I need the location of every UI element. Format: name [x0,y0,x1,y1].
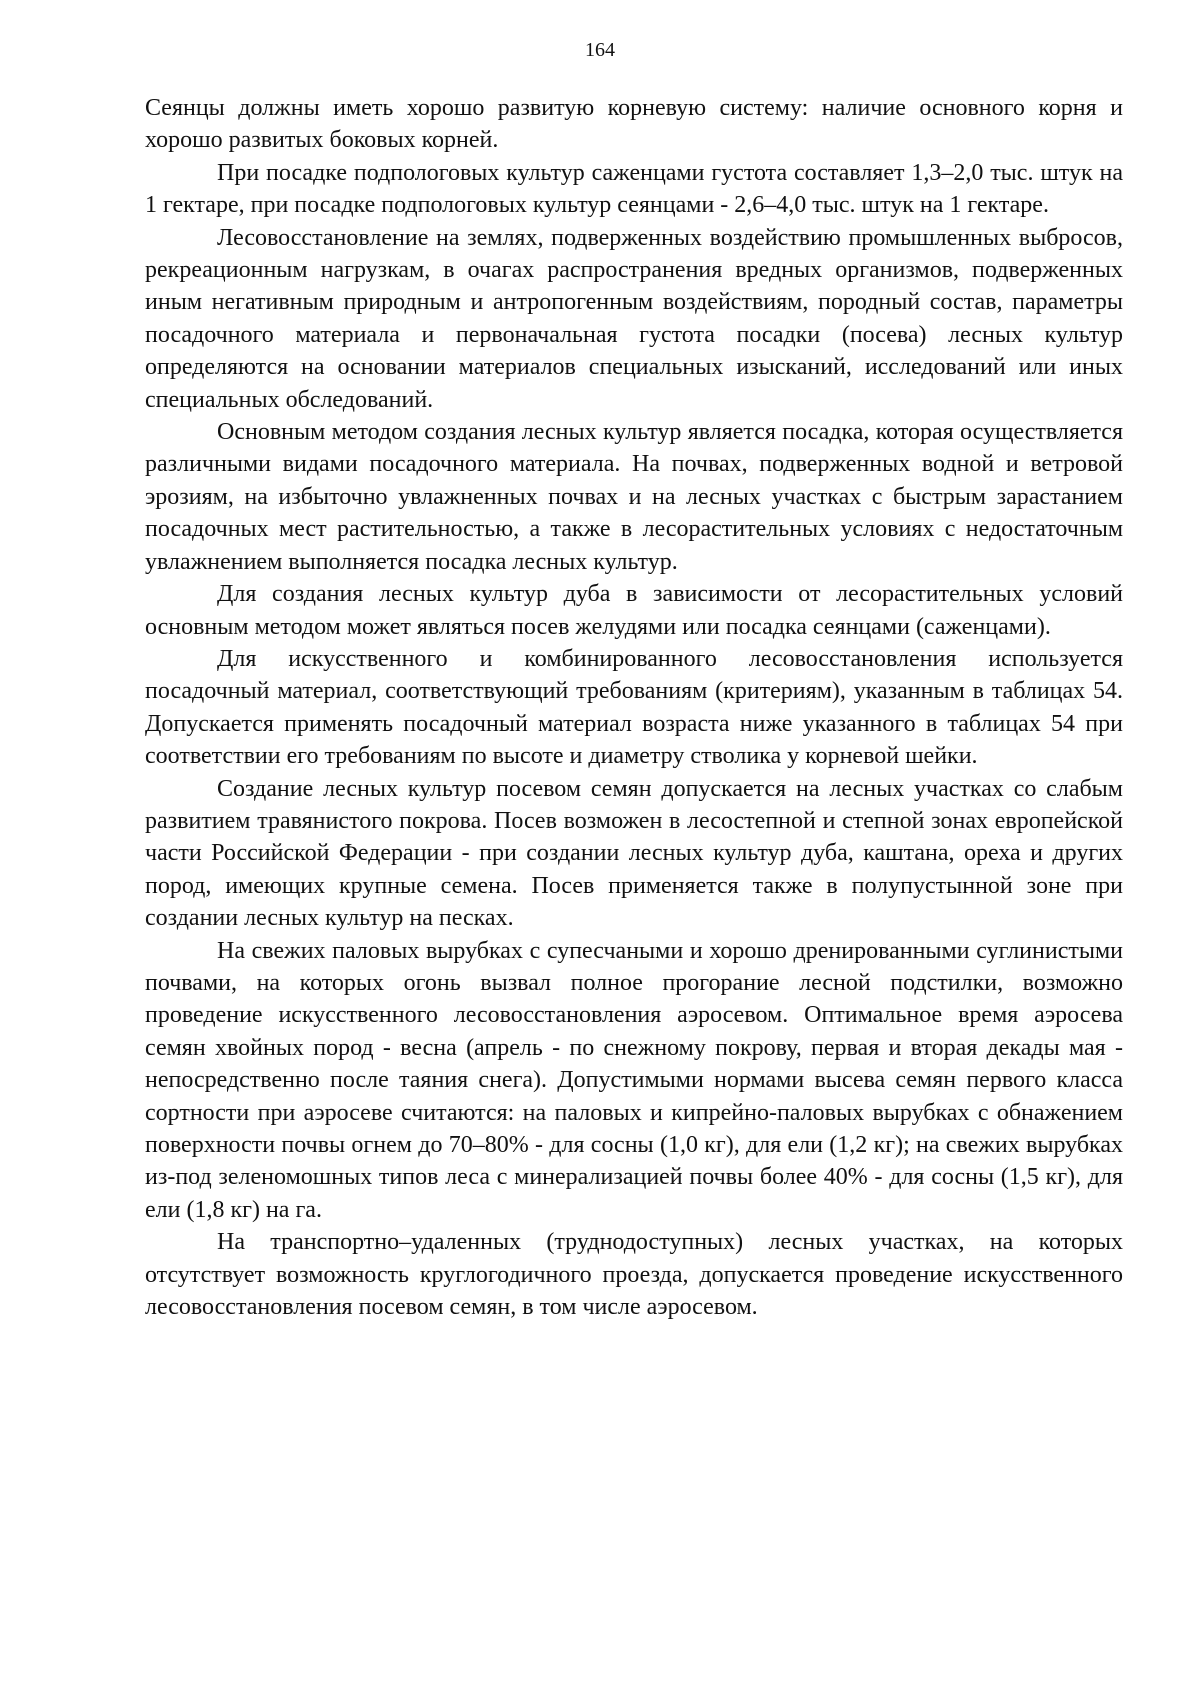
paragraph-aerial-seeding: На свежих паловых вырубках с супесчаными и хорошо дренированными суглинистыми почвами, на которых огонь вызвал полное прогорание лесной подстилки, возможно проведение искусственного лесовосстановления аэросевом. Оптимальное время аэросева семян хвойных пород - весна (апрель - по снежному покрову, первая и вторая декады мая - непосредственно после таяния снега). Допустимыми нормами высева семян первого класса сортности при аэросеве считаются: на паловых и кипрейно-паловых вырубках с обнажением поверхности почвы огнем до 70–80% - для сосны (1,0 кг), для ели (1,2 кг); на свежих вырубках из-под зеленомошных типов леса с минерализацией почвы более 40% - для сосны (1,5 кг), для ели (1,8 кг) на га. [145,937,1123,1223]
paragraph-reforestation-special-lands: Лесовосстановление на землях, подверженных воздействию промышленных выбросов, рекреационным нагрузкам, в очагах распространения вредных организмов, подверженных иным негативным природным и антропогенным воздействиям, породный состав, параметры посадочного материала и первоначальная густота посадки (посева) лесных культур определяются на основании материалов специальных изысканий, исследований или иных специальных обследований. [145,224,1123,413]
paragraph-remote-areas: На транспортно–удаленных (труднодоступных) лесных участках, на которых отсутствует возможность круглогодичного проезда, допускается проведение искусственного лесовосстановления посевом семян, в том числе аэросевом. [145,1229,1123,1321]
page-number: 164 [585,39,615,61]
page-body [145,92,1123,1323]
paragraph-oak-cultures: Для создания лесных культур дуба в зависимости от лесорастительных условий основным методом может являться посев желудями или посадка сеянцами (саженцами). [145,581,1123,640]
paragraph-planting-density: При посадке подпологовых культур саженцами густота составляет 1,3–2,0 тыс. штук на 1 гектаре, при посадке подпологовых культур сеянцами - 2,6–4,0 тыс. штук на 1 гектаре. [145,159,1123,219]
paragraph-planting-material: Для искусственного и комбинированного лесовосстановления используется посадочный материал, соответствующий требованиям (критериям), указанным в таблицах 54. Допускается применять посадочный материал возраста ниже указанного в таблицах 54 при соответствии его требованиям по высоте и диаметру стволика у корневой шейки. [145,645,1123,770]
paragraph-main-method-planting: Основным методом создания лесных культур является посадка, которая осуществляется различными видами посадочного материала. На почвах, подверженных водной и ветровой эрозиям, на избыточно увлажненных почвах и на лесных участках с быстрым зарастанием посадочных мест растительностью, а также в лесорастительных условиях с недостаточным увлажнением выполняется посадка лесных культур. [145,419,1123,575]
paragraph-seedlings-roots: Сеянцы должны иметь хорошо развитую корневую систему: наличие основного корня и хорошо развитых боковых корней. [145,95,1123,154]
paragraph-seed-sowing: Создание лесных культур посевом семян допускается на лесных участках со слабым развитием травянистого покрова. Посев возможен в лесостепной и степной зонах европейской части Российской Федерации - при создании лесных культур дуба, каштана, ореха и других пород, имеющих крупные семена. Посев применяется также в полупустынной зоне при создании лесных культур на песках. [145,775,1123,932]
